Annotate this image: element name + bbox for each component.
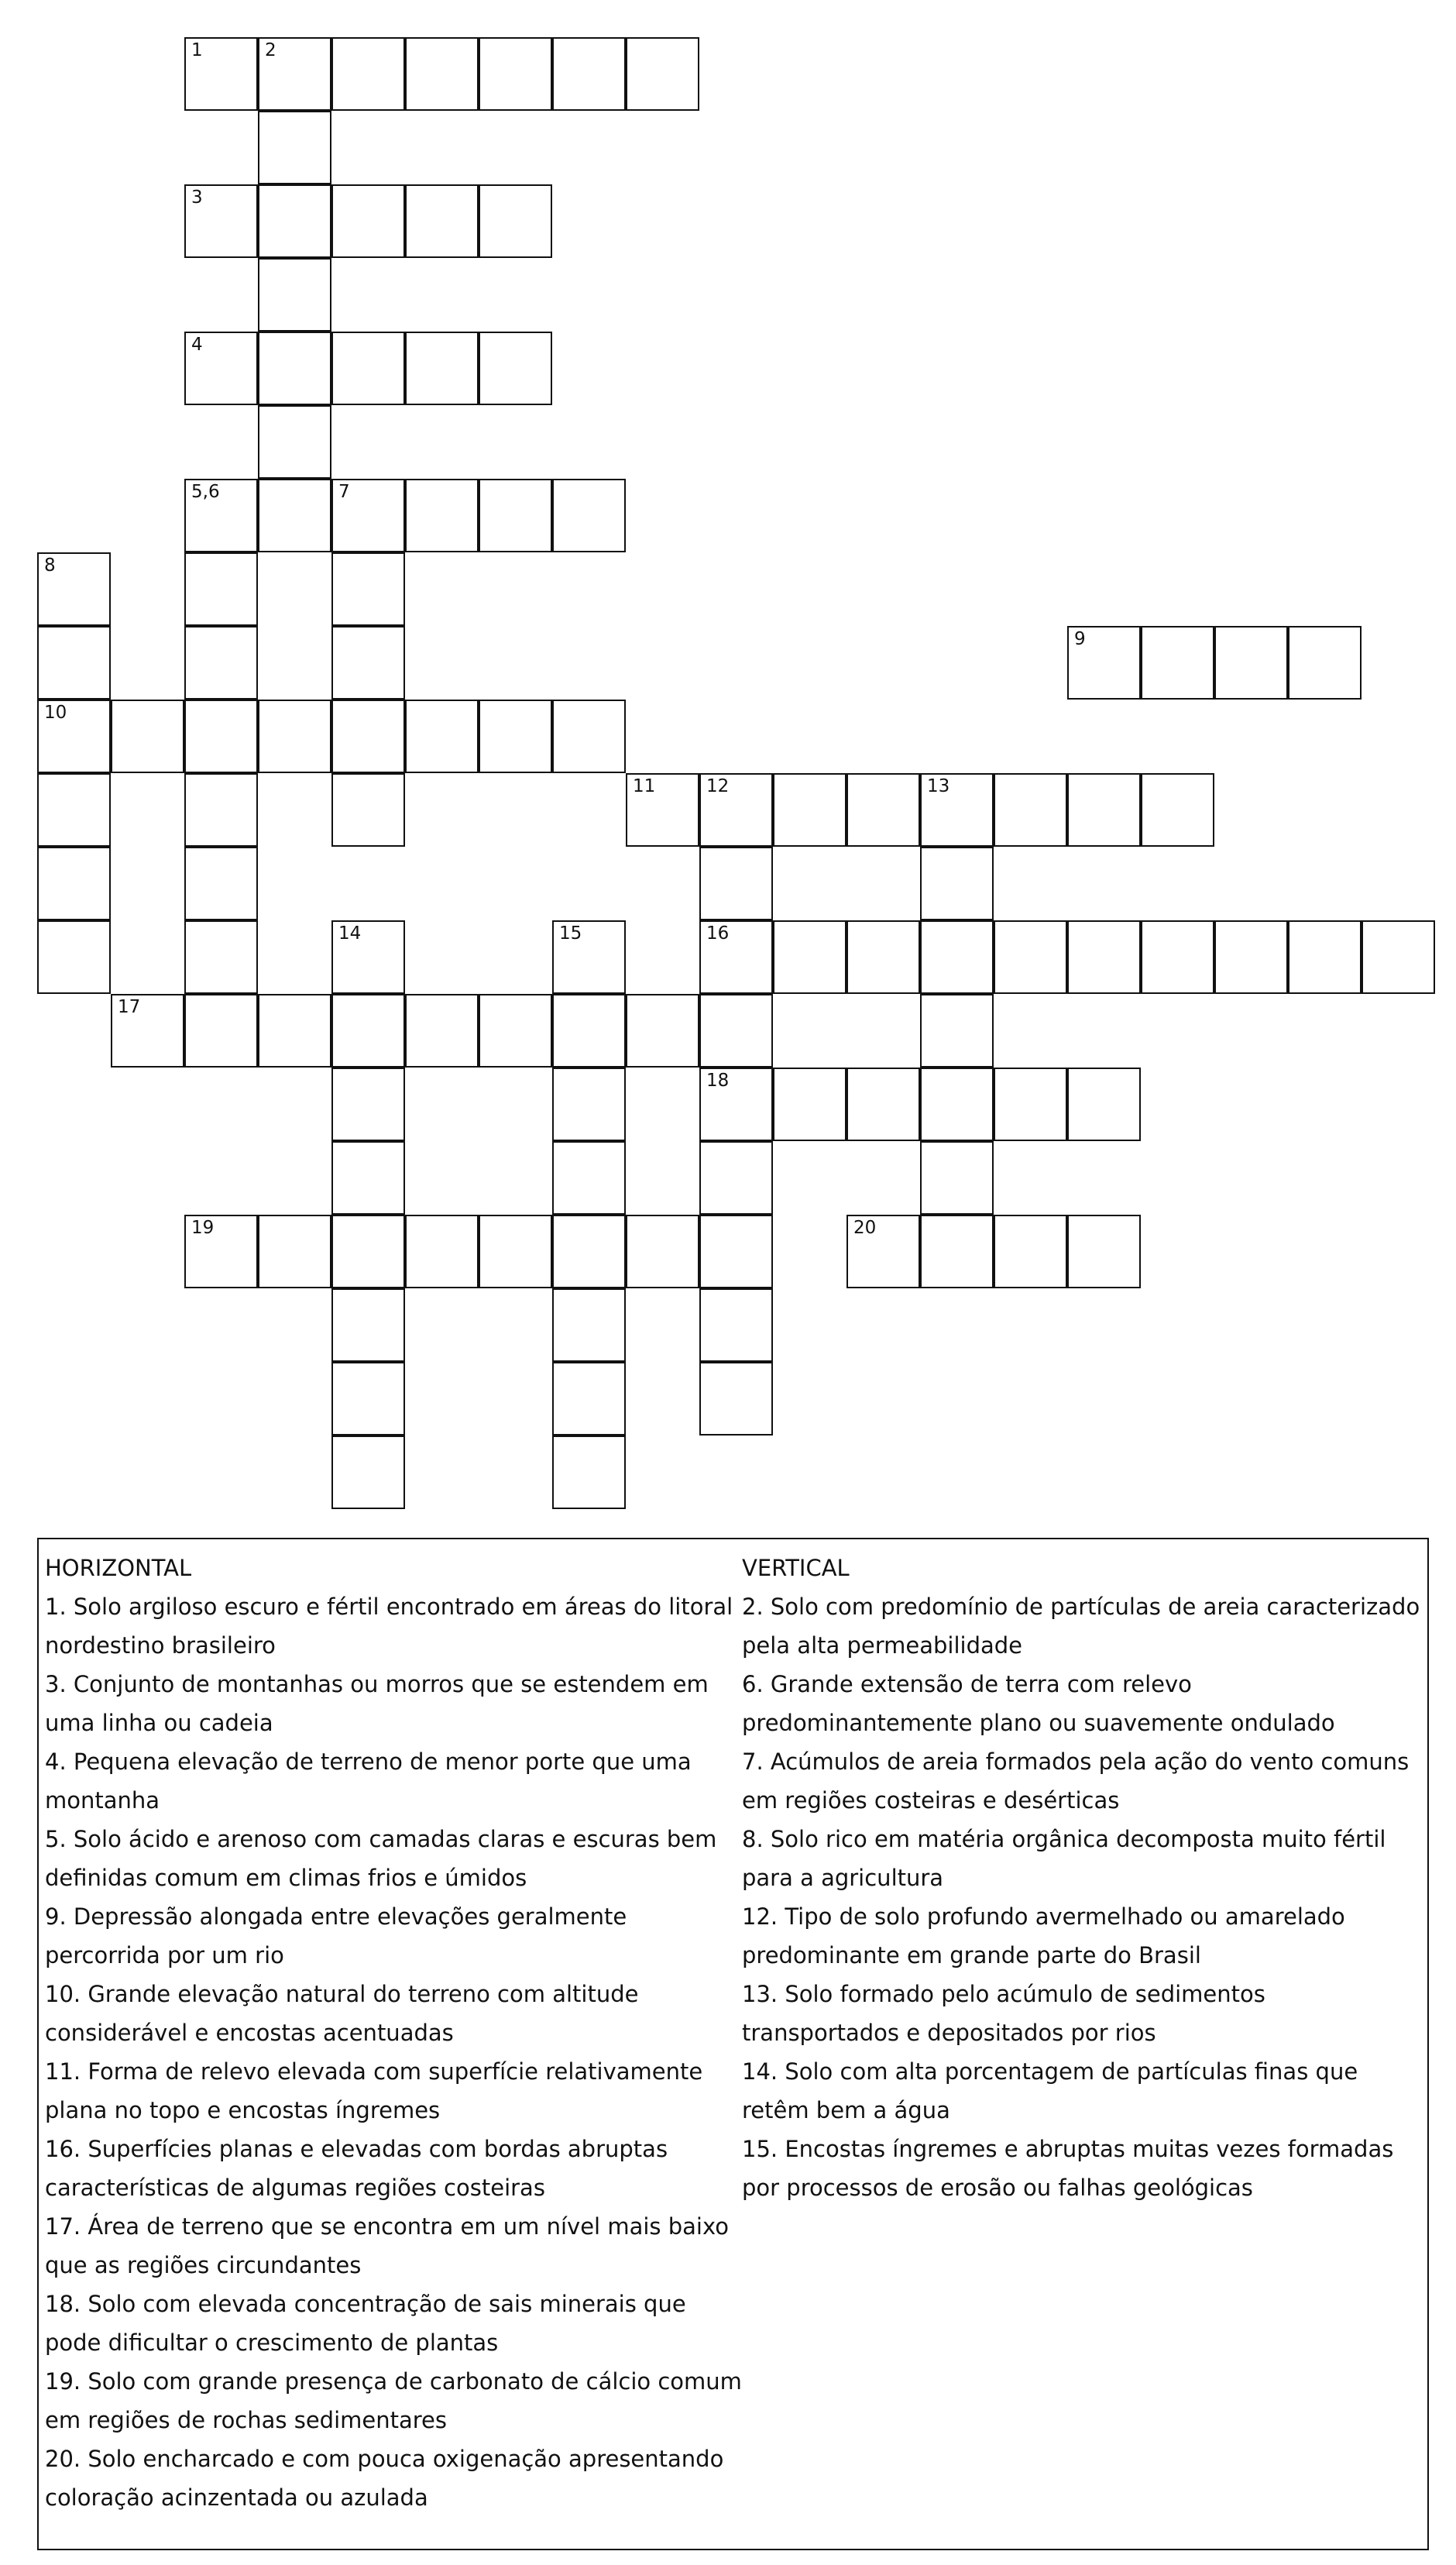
grid-cell[interactable]: [184, 626, 258, 700]
grid-cell[interactable]: [331, 773, 405, 847]
grid-cell[interactable]: [1214, 920, 1288, 994]
grid-cell[interactable]: [920, 920, 994, 994]
grid-cell[interactable]: [479, 1215, 552, 1288]
grid-cell[interactable]: [846, 920, 920, 994]
grid-cell[interactable]: [994, 1215, 1067, 1288]
grid-cell[interactable]: [994, 1068, 1067, 1141]
grid-cell[interactable]: [1141, 773, 1214, 847]
grid-cell[interactable]: [1288, 920, 1362, 994]
vertical-clue-list: [742, 1587, 1423, 2207]
grid-cell[interactable]: [37, 552, 111, 626]
clue-number: 16: [706, 923, 730, 944]
grid-cell[interactable]: [479, 479, 552, 552]
clue-item: 12. Tipo de solo profundo avermelhado ou amarelado predominante em grande parte do Brasil: [742, 1903, 1345, 1968]
grid-cell[interactable]: [552, 1141, 626, 1215]
grid-cell[interactable]: [258, 1215, 331, 1288]
clue-number: 17: [118, 997, 141, 1017]
grid-cell[interactable]: [258, 994, 331, 1068]
grid-cell[interactable]: [552, 479, 626, 552]
grid-cell[interactable]: [552, 37, 626, 111]
clue-item: 8. Solo rico em matéria orgânica decomposta muito fértil para a agricultura: [742, 1826, 1386, 1891]
grid-cell[interactable]: [405, 184, 479, 258]
grid-cell[interactable]: [258, 700, 331, 773]
grid-cell[interactable]: [1141, 626, 1214, 700]
grid-cell[interactable]: [552, 1215, 626, 1288]
clue-item: 2. Solo com predomínio de partículas de areia caracterizado pela alta permeabilidade: [742, 1594, 1420, 1659]
clue-item: 7. Acúmulos de areia formados pela ação do vento comuns em regiões costeiras e desérticas: [742, 1748, 1410, 1814]
clue-number: 13: [927, 776, 950, 796]
grid-cell[interactable]: [773, 773, 846, 847]
horizontal-heading: HORIZONTAL: [45, 1555, 192, 1581]
grid-cell[interactable]: [552, 1068, 626, 1141]
clue-number: 5,6: [191, 482, 220, 502]
clue-item: 11. Forma de relevo elevada com superfície relativamente plana no topo e encostas íngremes: [45, 2058, 703, 2123]
clue-number: 18: [706, 1071, 730, 1091]
grid-cell[interactable]: [920, 773, 994, 847]
clue-number: 12: [706, 776, 730, 796]
grid-cell[interactable]: [184, 847, 258, 920]
grid-cell[interactable]: [184, 332, 258, 405]
grid-cell[interactable]: [773, 1068, 846, 1141]
grid-cell[interactable]: [552, 1436, 626, 1509]
grid-cell[interactable]: [552, 700, 626, 773]
horizontal-clues: [45, 1549, 742, 2517]
clue-number: 3: [191, 187, 203, 208]
clue-number: 19: [191, 1218, 215, 1238]
clue-number: 2: [265, 40, 276, 60]
vertical-clues: [742, 1549, 1423, 2207]
grid-cell[interactable]: [699, 1362, 773, 1436]
grid-cell[interactable]: [479, 700, 552, 773]
grid-cell[interactable]: [1067, 773, 1141, 847]
grid-cell[interactable]: [699, 1068, 773, 1141]
grid-cell[interactable]: [331, 626, 405, 700]
grid-cell[interactable]: [405, 332, 479, 405]
clue-item: 14. Solo com alta porcentagem de partículas finas que retêm bem a água: [742, 2058, 1358, 2123]
clue-number: 20: [853, 1218, 877, 1238]
grid-cell[interactable]: [1067, 1215, 1141, 1288]
clue-item: 17. Área de terreno que se encontra em um nível mais baixo que as regiões circundantes: [45, 2213, 729, 2278]
horizontal-clue-list: [45, 1587, 742, 2517]
grid-cell[interactable]: [846, 1215, 920, 1288]
grid-cell[interactable]: [331, 1288, 405, 1362]
grid-cell[interactable]: [626, 1215, 699, 1288]
clue-item: 18. Solo com elevada concentração de sais minerais que pode dificultar o crescimento de plantas: [45, 2291, 686, 2356]
clue-number: 15: [559, 923, 582, 944]
grid-cell[interactable]: [331, 1215, 405, 1288]
grid-cell[interactable]: [111, 994, 184, 1068]
clue-item: 13. Solo formado pelo acúmulo de sedimentos transportados e depositados por rios: [742, 1981, 1265, 2046]
grid-cell[interactable]: [552, 1288, 626, 1362]
grid-cell[interactable]: [258, 111, 331, 184]
grid-cell[interactable]: [331, 332, 405, 405]
grid-cell[interactable]: [626, 37, 699, 111]
clue-item: 20. Solo encharcado e com pouca oxigenação apresentando coloração acinzentada ou azulada: [45, 2446, 724, 2511]
grid-cell[interactable]: [184, 479, 258, 552]
clue-number: 9: [1074, 629, 1086, 649]
clue-number: 11: [633, 776, 656, 796]
grid-cell[interactable]: [258, 405, 331, 479]
grid-cell[interactable]: [699, 847, 773, 920]
clue-item: 9. Depressão alongada entre elevações geralmente percorrida por um rio: [45, 1903, 627, 1968]
grid-cell[interactable]: [479, 332, 552, 405]
grid-cell[interactable]: [405, 700, 479, 773]
clue-number: 10: [44, 703, 67, 723]
grid-cell[interactable]: [1214, 626, 1288, 700]
grid-cell[interactable]: [184, 700, 258, 773]
grid-cell[interactable]: [920, 1141, 994, 1215]
grid-cell[interactable]: [331, 700, 405, 773]
grid-cell[interactable]: [258, 258, 331, 332]
clue-item: 6. Grande extensão de terra com relevo predominantemente plano ou suavemente ondulado: [742, 1671, 1335, 1736]
grid-cell[interactable]: [773, 920, 846, 994]
clue-item: 19. Solo com grande presença de carbonato de cálcio comum em regiões de rochas sedimentares: [45, 2368, 742, 2433]
grid-cell[interactable]: [479, 37, 552, 111]
grid-cell[interactable]: [699, 773, 773, 847]
grid-cell[interactable]: [920, 1215, 994, 1288]
grid-cell[interactable]: [994, 773, 1067, 847]
grid-cell[interactable]: [331, 1436, 405, 1509]
grid-cell[interactable]: [405, 37, 479, 111]
grid-cell[interactable]: [994, 920, 1067, 994]
grid-cell[interactable]: [37, 700, 111, 773]
grid-cell[interactable]: [699, 1288, 773, 1362]
grid-cell[interactable]: [699, 994, 773, 1068]
grid-cell[interactable]: [479, 994, 552, 1068]
grid-cell[interactable]: [331, 184, 405, 258]
grid-cell[interactable]: [1362, 920, 1435, 994]
grid-cell[interactable]: [258, 37, 331, 111]
grid-cell[interactable]: [699, 1215, 773, 1288]
clue-item: 10. Grande elevação natural do terreno com altitude considerável e encostas acentuadas: [45, 1981, 639, 2046]
grid-cell[interactable]: [920, 1068, 994, 1141]
grid-cell[interactable]: [331, 37, 405, 111]
grid-cell[interactable]: [184, 773, 258, 847]
grid-cell[interactable]: [405, 479, 479, 552]
grid-cell[interactable]: [37, 773, 111, 847]
grid-cell[interactable]: [331, 994, 405, 1068]
grid-cell[interactable]: [258, 479, 331, 552]
grid-cell[interactable]: [258, 332, 331, 405]
grid-cell[interactable]: [331, 1068, 405, 1141]
grid-cell[interactable]: [405, 994, 479, 1068]
clue-item: 15. Encostas íngremes e abruptas muitas vezes formadas por processos de erosão ou falhas geológicas: [742, 2136, 1394, 2201]
vertical-heading: VERTICAL: [742, 1555, 850, 1581]
grid-cell[interactable]: [699, 1141, 773, 1215]
grid-cell[interactable]: [37, 847, 111, 920]
grid-cell[interactable]: [552, 1362, 626, 1436]
grid-cell[interactable]: [37, 920, 111, 994]
grid-cell[interactable]: [331, 479, 405, 552]
grid-cell[interactable]: [1067, 1068, 1141, 1141]
grid-cell[interactable]: [1141, 920, 1214, 994]
clue-number: 1: [191, 40, 203, 60]
grid-cell[interactable]: [258, 184, 331, 258]
grid-cell[interactable]: [552, 920, 626, 994]
grid-cell[interactable]: [331, 1141, 405, 1215]
clue-number: 8: [44, 555, 56, 576]
grid-cell[interactable]: [184, 920, 258, 994]
grid-cell[interactable]: [405, 1215, 479, 1288]
grid-cell[interactable]: [184, 994, 258, 1068]
grid-cell[interactable]: [846, 1068, 920, 1141]
grid-cell[interactable]: [1067, 920, 1141, 994]
grid-cell[interactable]: [920, 994, 994, 1068]
grid-cell[interactable]: [699, 920, 773, 994]
grid-cell[interactable]: [184, 37, 258, 111]
grid-cell[interactable]: [331, 920, 405, 994]
grid-cell[interactable]: [37, 626, 111, 700]
clue-item: 16. Superfícies planas e elevadas com bordas abruptas características de algumas regiões costeiras: [45, 2136, 668, 2201]
grid-cell[interactable]: [920, 847, 994, 920]
grid-cell[interactable]: [846, 773, 920, 847]
grid-cell[interactable]: [331, 1362, 405, 1436]
grid-cell[interactable]: [626, 994, 699, 1068]
grid-cell[interactable]: [184, 1215, 258, 1288]
grid-cell[interactable]: [111, 700, 184, 773]
clues-panel: [37, 1538, 1429, 2550]
grid-cell[interactable]: [184, 552, 258, 626]
clue-item: 1. Solo argiloso escuro e fértil encontrado em áreas do litoral nordestino brasileiro: [45, 1594, 733, 1659]
grid-cell[interactable]: [331, 552, 405, 626]
clue-number: 7: [338, 482, 350, 502]
grid-cell[interactable]: [626, 773, 699, 847]
grid-cell[interactable]: [479, 184, 552, 258]
grid-cell[interactable]: [1288, 626, 1362, 700]
clue-number: 4: [191, 335, 203, 355]
grid-cell[interactable]: [552, 994, 626, 1068]
clue-item: 5. Solo ácido e arenoso com camadas claras e escuras bem definidas comum em climas frios e úmidos: [45, 1826, 717, 1891]
grid-cell[interactable]: [1067, 626, 1141, 700]
grid-cell[interactable]: [184, 184, 258, 258]
clue-number: 14: [338, 923, 362, 944]
clue-item: 4. Pequena elevação de terreno de menor porte que uma montanha: [45, 1748, 692, 1814]
clue-item: 3. Conjunto de montanhas ou morros que se estendem em uma linha ou cadeia: [45, 1671, 709, 1736]
